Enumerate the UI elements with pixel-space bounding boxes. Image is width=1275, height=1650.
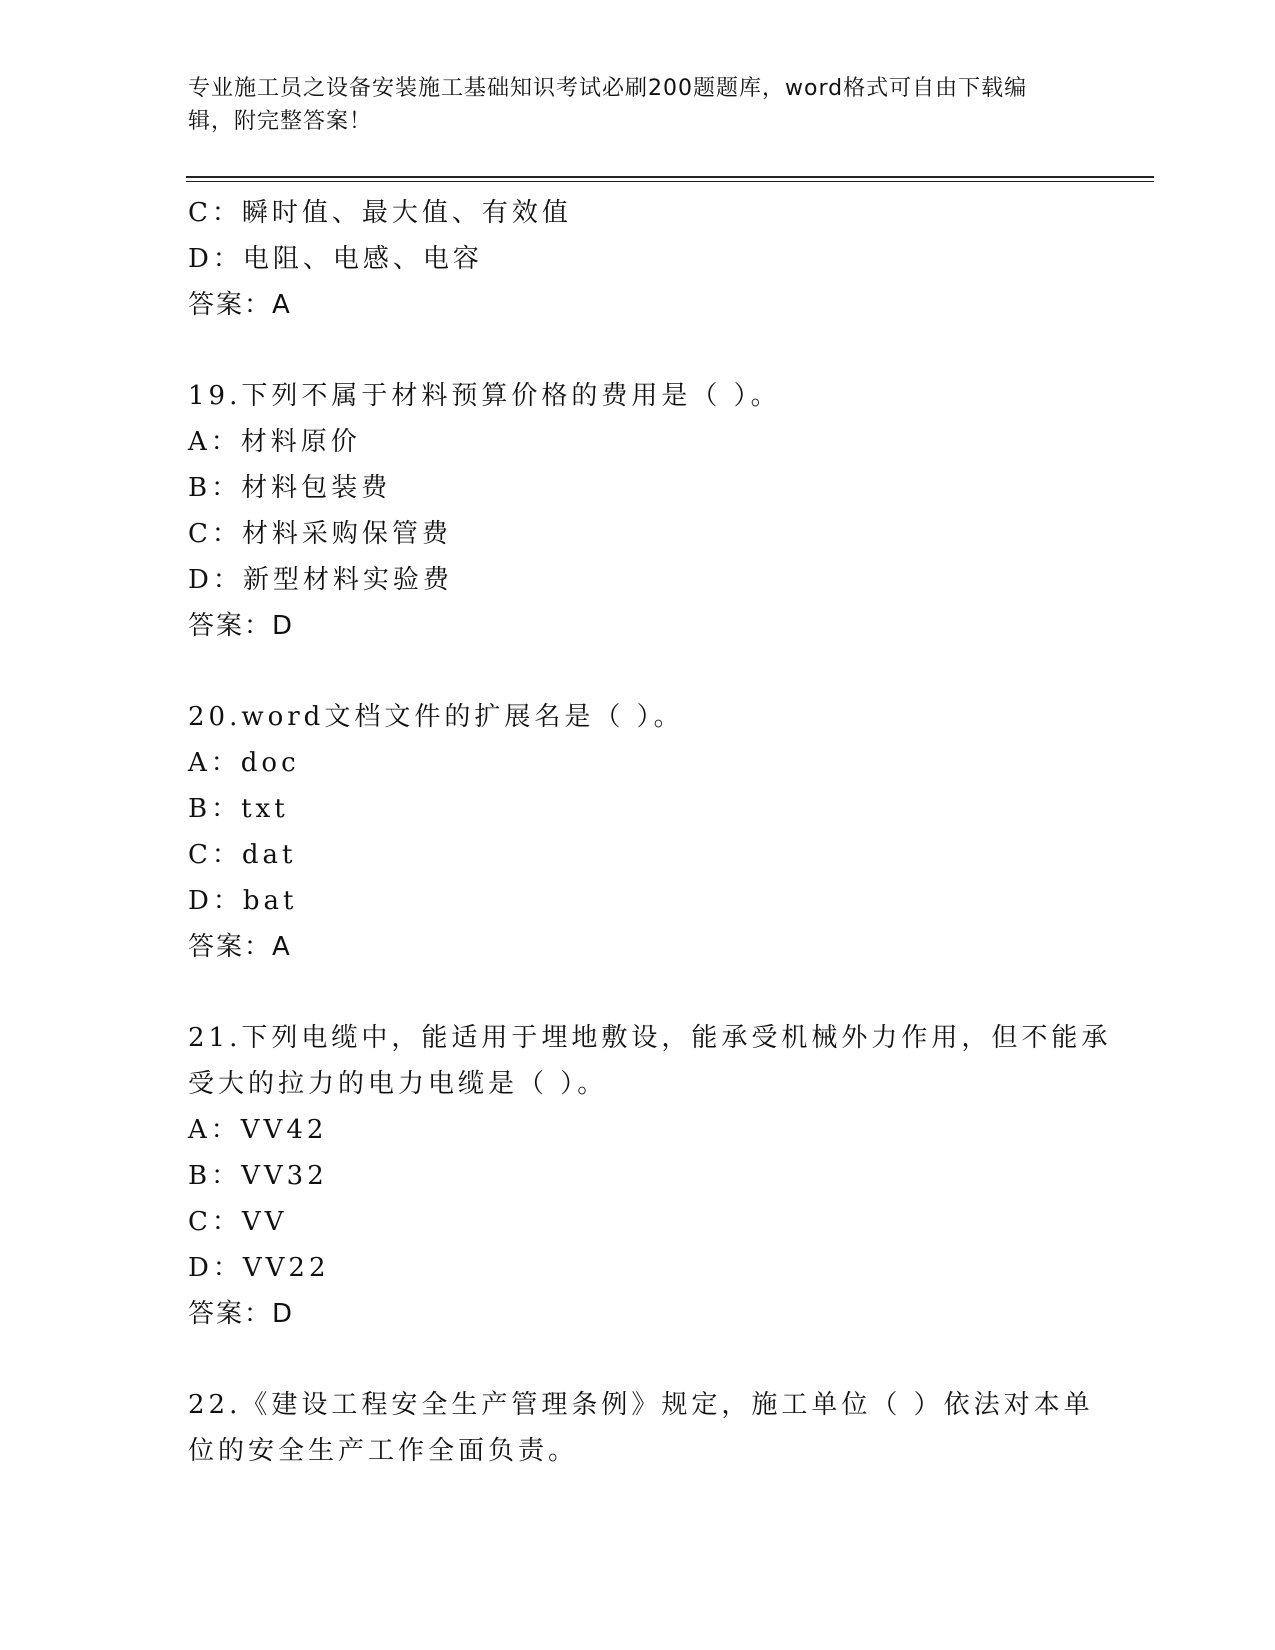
answer-line: 答案：D bbox=[188, 1299, 295, 1329]
question-list bbox=[188, 190, 1112, 1474]
option-d: D：VV22 bbox=[188, 1253, 330, 1283]
option-c: C：dat bbox=[188, 840, 297, 870]
option-b: B：txt bbox=[188, 794, 289, 824]
spacer bbox=[188, 328, 1088, 373]
question-stem-line-2: 位的安全生产工作全面负责。 bbox=[188, 1436, 579, 1466]
option-c: C：瞬时值、最大值、有效值 bbox=[188, 198, 572, 228]
answer-line: 答案：A bbox=[188, 290, 292, 320]
option-a: A：材料原价 bbox=[188, 427, 361, 457]
option-b: B：材料包装费 bbox=[188, 473, 392, 503]
question-stem: 19.下列不属于材料预算价格的费用是（ ）。 bbox=[188, 381, 781, 411]
question-block-carryover bbox=[188, 190, 1088, 328]
question-block-22 bbox=[188, 1382, 1094, 1474]
option-b: B：VV32 bbox=[188, 1161, 328, 1191]
question-stem-line-2: 受大的拉力的电力电缆是（ ）。 bbox=[188, 1069, 608, 1099]
spacer bbox=[188, 1337, 1088, 1382]
question-stem-line-1: 22.《建设工程安全生产管理条例》规定，施工单位（ ）依法对本单 bbox=[188, 1390, 1094, 1420]
document-header: 专业施工员之设备安装施工基础知识考试必刷200题题库，word格式可自由下载编辑，附完整答案！ bbox=[188, 76, 1028, 134]
question-block-21 bbox=[188, 1015, 1112, 1337]
option-d: D：新型材料实验费 bbox=[188, 565, 453, 595]
option-c: C：材料采购保管费 bbox=[188, 519, 452, 549]
header-divider-thick bbox=[186, 176, 1154, 178]
option-a: A：doc bbox=[188, 748, 300, 778]
option-c: C：VV bbox=[188, 1207, 288, 1237]
question-block-20 bbox=[188, 694, 1088, 970]
spacer bbox=[188, 649, 1088, 694]
option-d: D：bat bbox=[188, 886, 298, 916]
option-d: D：电阻、电感、电容 bbox=[188, 244, 483, 274]
answer-line: 答案：A bbox=[188, 932, 292, 962]
question-block-19 bbox=[188, 373, 1088, 649]
spacer bbox=[188, 970, 1088, 1015]
question-stem-line-1: 21.下列电缆中，能适用于埋地敷设，能承受机械外力作用，但不能承 bbox=[188, 1023, 1112, 1053]
answer-line: 答案：D bbox=[188, 611, 295, 641]
header-divider-thin bbox=[186, 181, 1154, 182]
question-stem: 20.word文档文件的扩展名是（ ）。 bbox=[188, 702, 684, 732]
option-a: A：VV42 bbox=[188, 1115, 328, 1145]
